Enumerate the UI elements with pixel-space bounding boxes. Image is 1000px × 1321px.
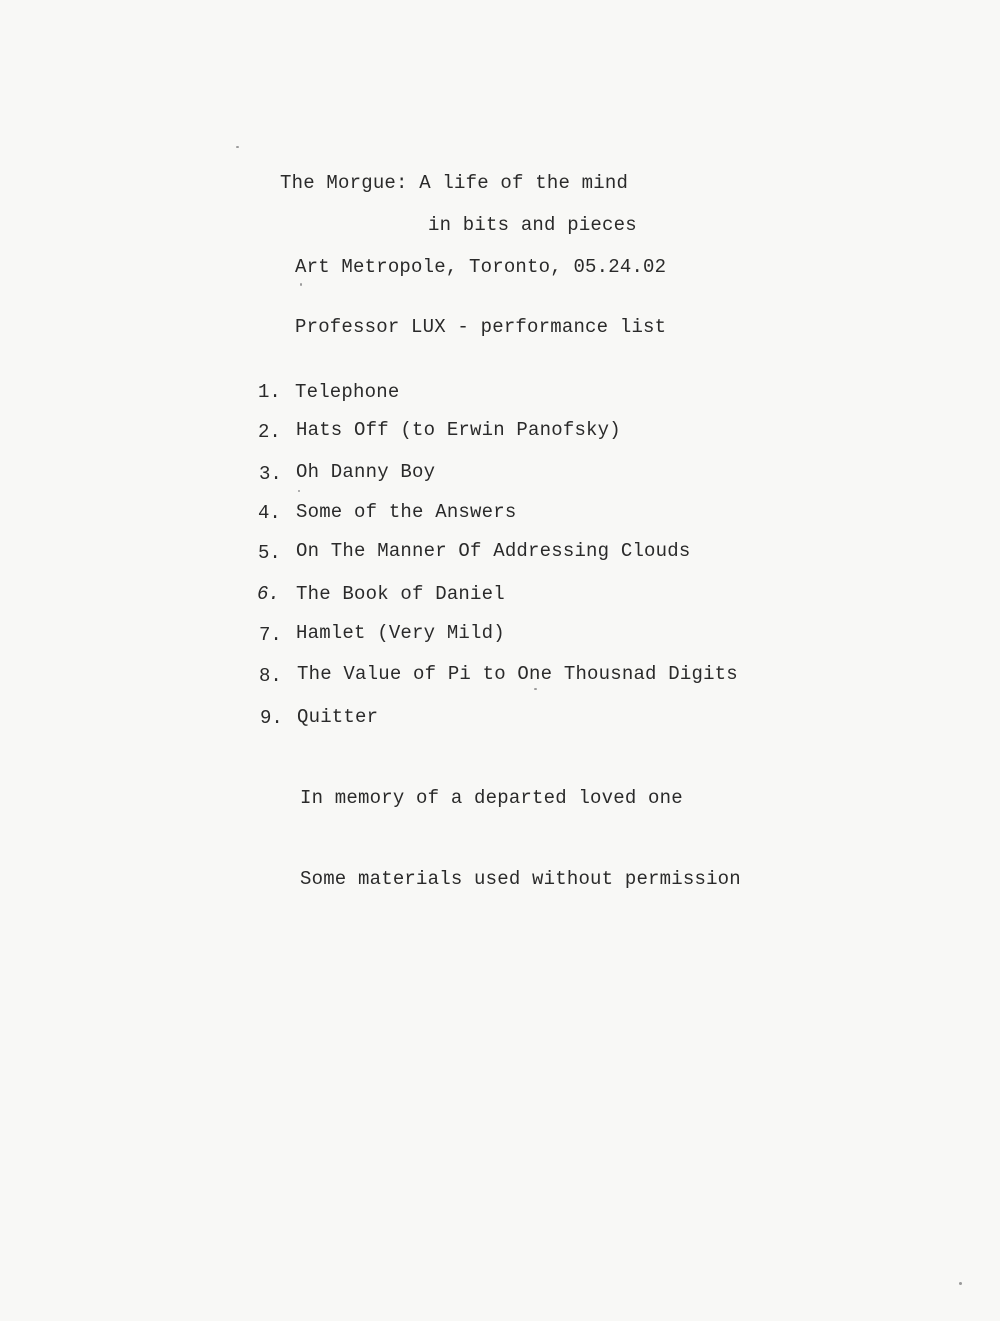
- item-title: Quitter: [297, 706, 379, 728]
- item-title: Telephone: [295, 381, 400, 403]
- item-title: The Book of Daniel: [296, 583, 505, 605]
- list-heading: Professor LUX - performance list: [295, 316, 667, 338]
- dedication-line: In memory of a departed loved one: [300, 787, 683, 809]
- paper-speck: [534, 688, 537, 690]
- item-number: 8.: [259, 665, 282, 687]
- disclaimer-line: Some materials used without permission: [300, 868, 741, 890]
- item-title: The Value of Pi to One Thousnad Digits: [297, 663, 738, 685]
- paper-speck: [959, 1282, 962, 1285]
- paper-speck: [236, 146, 239, 148]
- item-title: Hats Off (to Erwin Panofsky): [296, 419, 621, 441]
- item-number: 2.: [258, 421, 281, 443]
- item-title: Oh Danny Boy: [296, 461, 436, 483]
- item-title: Hamlet (Very Mild): [296, 622, 505, 644]
- item-number: 4.: [258, 502, 281, 524]
- title-line-2: in bits and pieces: [428, 214, 637, 236]
- title-line-1: The Morgue: A life of the mind: [280, 172, 629, 194]
- item-title: On The Manner Of Addressing Clouds: [296, 540, 691, 562]
- item-number: 3.: [259, 463, 282, 485]
- venue-line: Art Metropole, Toronto, 05.24.02: [295, 256, 667, 278]
- item-number: 6.: [257, 583, 280, 605]
- item-title: Some of the Answers: [296, 501, 517, 523]
- paper-speck: [300, 283, 302, 286]
- paper-speck: [298, 490, 300, 492]
- item-number: 9.: [260, 707, 283, 729]
- item-number: 5.: [258, 542, 281, 564]
- item-number: 1.: [258, 381, 281, 403]
- item-number: 7.: [259, 624, 282, 646]
